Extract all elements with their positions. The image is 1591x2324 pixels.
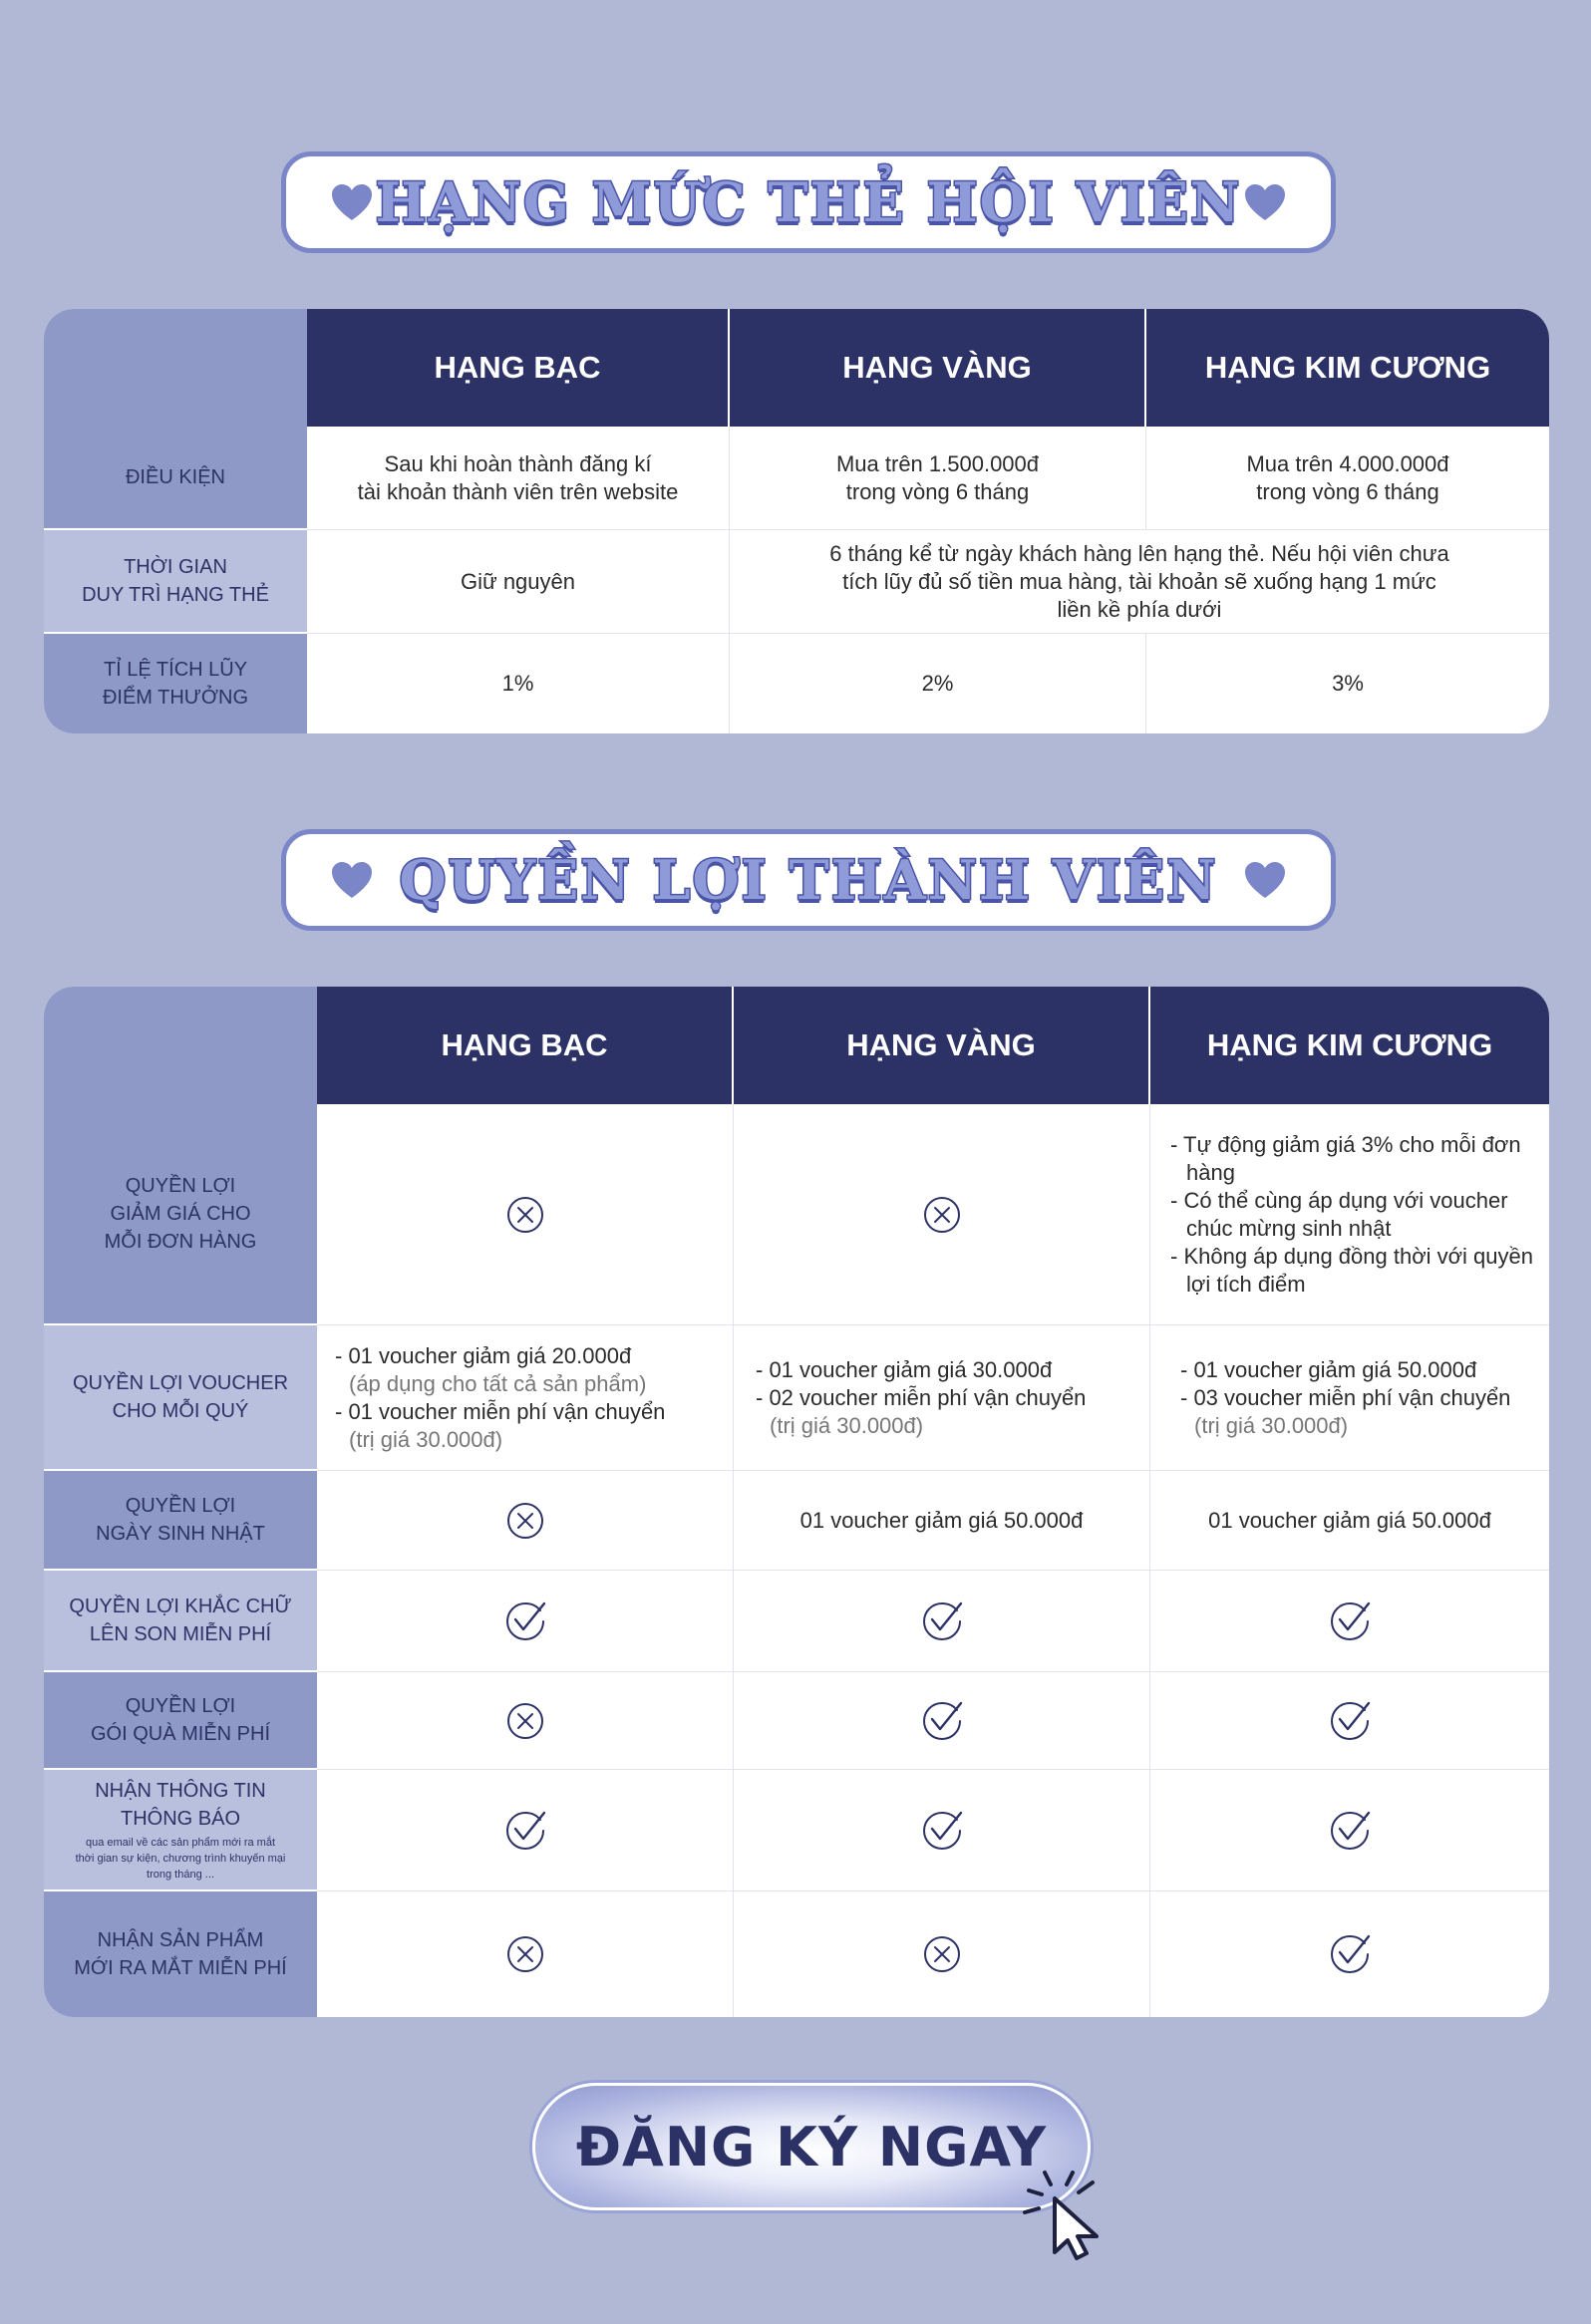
x-circle-icon xyxy=(502,1931,548,1977)
list-note: (trị giá 30.000đ) xyxy=(1194,1412,1349,1438)
x-circle-icon xyxy=(919,1931,965,1977)
row-label-conditions: ĐIỀU KIỆN xyxy=(44,427,307,530)
tiers-table xyxy=(44,309,1549,733)
table-row xyxy=(44,1672,1549,1770)
label-line: THỜI GIAN xyxy=(124,556,227,578)
cursor-click-icon xyxy=(1015,2155,1124,2264)
diamond-giftwrap xyxy=(1150,1672,1549,1770)
gold-notifications xyxy=(734,1770,1150,1891)
gold-discount xyxy=(734,1104,1150,1325)
list-note: (trị giá 30.000đ) xyxy=(349,1426,503,1452)
header-corner xyxy=(44,309,307,427)
diamond-birthday: 01 voucher giảm giá 50.000đ xyxy=(1150,1471,1549,1571)
benefits-title-banner xyxy=(281,829,1336,931)
check-circle-icon xyxy=(919,1808,965,1854)
heart-icon xyxy=(1243,182,1287,222)
diamond-notifications xyxy=(1150,1770,1549,1891)
list-item: - 03 voucher miễn phí vận chuyển xyxy=(1180,1384,1511,1410)
benefits-header-row xyxy=(44,987,1549,1104)
x-circle-icon xyxy=(502,1498,548,1544)
row-label-notifications xyxy=(44,1770,317,1891)
benefits-table xyxy=(44,987,1549,2017)
table-row xyxy=(44,1325,1549,1471)
silver-birthday xyxy=(317,1471,734,1571)
tiers-title-banner xyxy=(281,151,1336,253)
header-silver: HẠNG BẠC xyxy=(307,309,730,427)
label-line: GIẢM GIÁ CHO xyxy=(110,1203,251,1225)
text-line: tài khoản thành viên trên website xyxy=(357,478,679,504)
diamond-newproducts xyxy=(1150,1891,1549,2017)
label-line: QUYỀN LỢI xyxy=(125,1695,236,1717)
table-row xyxy=(44,1104,1549,1325)
check-circle-icon xyxy=(1327,1698,1373,1744)
diamond-discount xyxy=(1150,1104,1549,1325)
diamond-condition xyxy=(1146,427,1549,530)
row-label-voucher xyxy=(44,1325,317,1471)
subtext-line: trong tháng ... xyxy=(147,1869,214,1881)
table-row xyxy=(44,1770,1549,1891)
text-line: trong vòng 6 tháng xyxy=(1256,478,1439,504)
list-item: - Có thể cùng áp dụng với voucher chúc mừng sinh nhật xyxy=(1170,1187,1508,1241)
subtext-line: qua email về các sản phẩm mới ra mắt xyxy=(85,1837,275,1849)
table-row xyxy=(44,1891,1549,2017)
register-now-button[interactable] xyxy=(532,2083,1091,2210)
label-subtext xyxy=(76,1835,286,1883)
check-circle-icon xyxy=(1327,1808,1373,1854)
text-line: Mua trên 4.000.000đ xyxy=(1246,450,1449,476)
header-diamond: HẠNG KIM CƯƠNG xyxy=(1150,987,1549,1104)
text-line: liền kề phía dưới xyxy=(1057,596,1222,622)
label-line: MỚI RA MẮT MIỄN PHÍ xyxy=(74,1957,287,1979)
gold-birthday: 01 voucher giảm giá 50.000đ xyxy=(734,1471,1150,1571)
check-circle-icon xyxy=(919,1598,965,1644)
check-circle-icon xyxy=(1327,1931,1373,1977)
label-line: QUYỀN LỢI xyxy=(125,1175,236,1197)
silver-engraving xyxy=(317,1571,734,1672)
label-line: THÔNG BÁO xyxy=(120,1808,240,1830)
table-row xyxy=(44,1571,1549,1672)
table-row xyxy=(44,427,1549,530)
header-gold: HẠNG VÀNG xyxy=(734,987,1150,1104)
row-label-birthday xyxy=(44,1471,317,1571)
header-corner xyxy=(44,987,317,1104)
text-line: trong vòng 6 tháng xyxy=(845,478,1030,504)
text-line: 6 tháng kể từ ngày khách hàng lên hạng thẻ. Nếu hội viên chưa xyxy=(829,540,1449,566)
heart-icon xyxy=(330,182,374,222)
gold-newproducts xyxy=(734,1891,1150,2017)
row-label-giftwrap xyxy=(44,1672,317,1770)
list-item: - 01 voucher miễn phí vận chuyển xyxy=(335,1398,666,1424)
gold-diamond-duration xyxy=(730,530,1549,634)
check-circle-icon xyxy=(502,1598,548,1644)
label-line: ĐIỂM THƯỞNG xyxy=(102,687,249,709)
row-label-points xyxy=(44,634,307,733)
text-line: Mua trên 1.500.000đ xyxy=(835,450,1040,476)
label-line: QUYỀN LỢI VOUCHER xyxy=(72,1372,289,1394)
header-gold: HẠNG VÀNG xyxy=(730,309,1146,427)
row-label-duration xyxy=(44,530,307,634)
table-row xyxy=(44,530,1549,634)
label-line: CHO MỖI QUÝ xyxy=(112,1400,249,1422)
check-circle-icon xyxy=(1327,1598,1373,1644)
text-line: Sau khi hoàn thành đăng kí xyxy=(384,450,652,476)
x-circle-icon xyxy=(502,1698,548,1744)
gold-condition xyxy=(730,427,1146,530)
label-line: QUYỀN LỢI KHẮC CHỮ xyxy=(69,1596,292,1617)
row-label-newproducts xyxy=(44,1891,317,2017)
label-line: DUY TRÌ HẠNG THẺ xyxy=(82,584,269,606)
list-item: - 01 voucher giảm giá 30.000đ xyxy=(756,1356,1053,1382)
label-line: NHẬN SẢN PHẨM xyxy=(97,1929,264,1951)
label-line: LÊN SON MIỄN PHÍ xyxy=(89,1623,272,1645)
silver-condition xyxy=(307,427,730,530)
list-item: - Không áp dụng đồng thời với quyền lợi tích điểm xyxy=(1170,1243,1533,1297)
text-line: tích lũy đủ số tiền mua hàng, tài khoản sẽ xuống hạng 1 mức xyxy=(842,568,1436,594)
gold-points: 2% xyxy=(730,634,1146,733)
table-row xyxy=(44,634,1549,733)
label-line: TỈ LỆ TÍCH LŨY xyxy=(103,659,248,681)
header-diamond: HẠNG KIM CƯƠNG xyxy=(1146,309,1549,427)
silver-points: 1% xyxy=(307,634,730,733)
diamond-engraving xyxy=(1150,1571,1549,1672)
subtext-line: thời gian sự kiện, chương trình khuyến mại xyxy=(75,1853,286,1865)
x-circle-icon xyxy=(502,1192,548,1238)
check-circle-icon xyxy=(919,1698,965,1744)
tiers-header-row xyxy=(44,309,1549,427)
row-label-discount xyxy=(44,1104,317,1325)
gold-giftwrap xyxy=(734,1672,1150,1770)
silver-giftwrap xyxy=(317,1672,734,1770)
gold-voucher xyxy=(734,1325,1150,1471)
list-item: - 01 voucher giảm giá 20.000đ xyxy=(335,1342,632,1368)
x-circle-icon xyxy=(919,1192,965,1238)
list-item: - 02 voucher miễn phí vận chuyển xyxy=(756,1384,1087,1410)
heart-icon xyxy=(1243,860,1287,900)
gold-engraving xyxy=(734,1571,1150,1672)
label-line: QUYỀN LỢI xyxy=(125,1495,236,1517)
list-item: - Tự động giảm giá 3% cho mỗi đơn hàng xyxy=(1170,1131,1521,1185)
silver-discount xyxy=(317,1104,734,1325)
diamond-voucher xyxy=(1150,1325,1549,1471)
silver-notifications xyxy=(317,1770,734,1891)
register-now-label: ĐĂNG KÝ NGAY xyxy=(575,2115,1048,2179)
list-note: (trị giá 30.000đ) xyxy=(770,1412,924,1438)
diamond-points: 3% xyxy=(1332,671,1364,696)
tiers-title: HẠNG MỨC THẺ HỘI VIÊN xyxy=(375,170,1242,234)
header-silver: HẠNG BẠC xyxy=(317,987,734,1104)
check-circle-icon xyxy=(502,1808,548,1854)
silver-voucher xyxy=(317,1325,734,1471)
list-note: (áp dụng cho tất cả sản phẩm) xyxy=(349,1370,647,1396)
label-line: MỖI ĐƠN HÀNG xyxy=(104,1231,257,1253)
label-line: GÓI QUÀ MIỄN PHÍ xyxy=(90,1723,271,1745)
table-row xyxy=(44,1471,1549,1571)
list-item: - 01 voucher giảm giá 50.000đ xyxy=(1180,1356,1477,1382)
benefits-title: QUYỀN LỢI THÀNH VIÊN xyxy=(399,848,1218,912)
silver-duration: Giữ nguyên xyxy=(307,530,730,634)
row-label-engraving xyxy=(44,1571,317,1672)
label-line: NGÀY SINH NHẬT xyxy=(96,1523,265,1545)
heart-icon xyxy=(330,860,374,900)
silver-newproducts xyxy=(317,1891,734,2017)
label-line: NHẬN THÔNG TIN xyxy=(95,1780,266,1802)
